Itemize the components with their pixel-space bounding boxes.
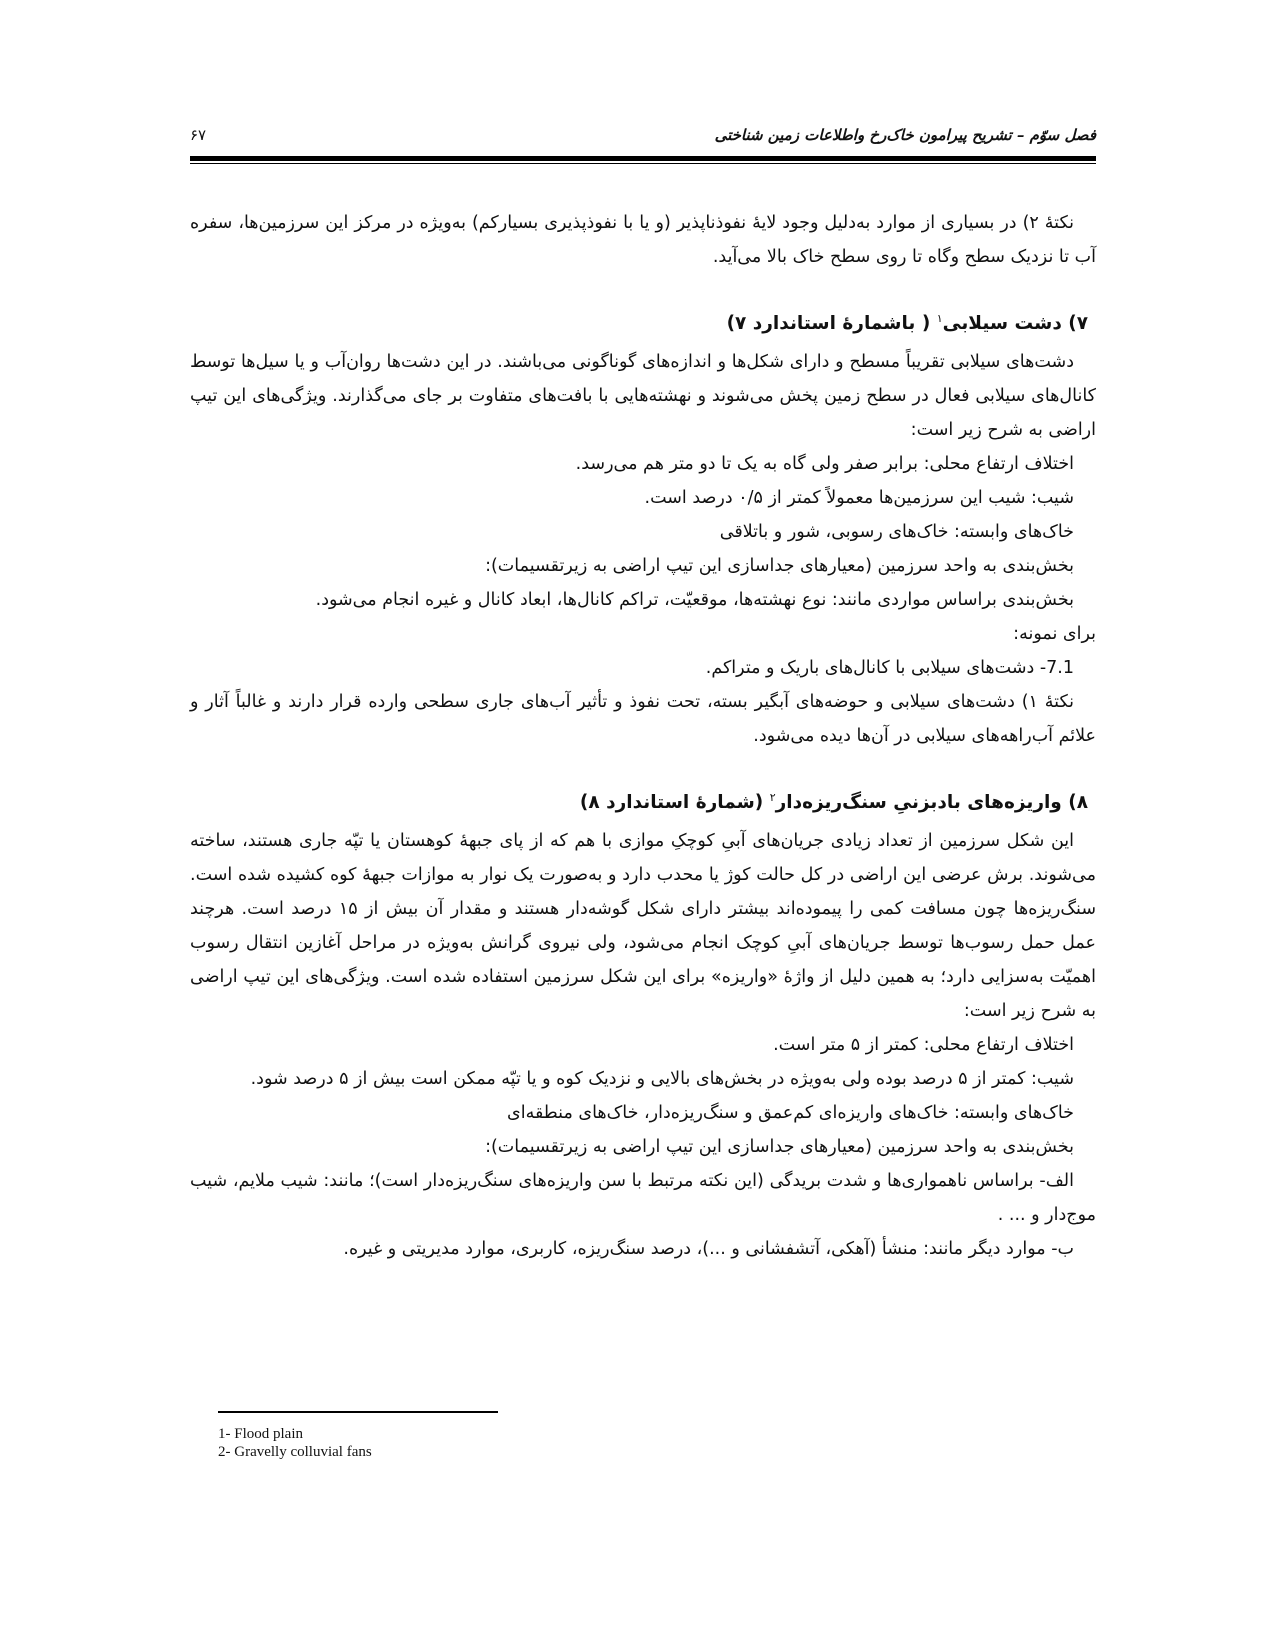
section-7-intro: دشت‌های سیلابی تقریباً مسطح و دارای شکل‌ها و اندازه‌های گوناگونی می‌باشند. در این دشت‌ها روان‌آب و یا سیل‌ها توسط کانال‌های سیلابی فعال در سطح زمین پخش می‌شوند و نهشته‌هایی با بافت‌های متفاوت بر جای می‌گذارند. ویژگی‌های این تیپ اراضی به شرح زیر است: xyxy=(190,352,1096,441)
footnote-ref-2: ۲ xyxy=(769,791,776,805)
header-rule xyxy=(190,156,1096,161)
page-number: ۶۷ xyxy=(190,126,207,144)
section-7-example-label: برای نمونه: xyxy=(1013,624,1096,645)
section-7-standard-number: ( باشمارۀ استاندارد ۷) xyxy=(726,313,937,335)
footnote-2: 2- Gravelly colluvial fans xyxy=(218,1444,372,1460)
section-7-subdivision-basis: بخش‌بندی براساس مواردی مانند: نوع نهشته‌ها، موقعیّت، تراکم کانال‌ها، ابعاد کانال و غیره انجام می‌شود. xyxy=(315,590,1074,611)
section-7-title: ۷) دشت سیلابی xyxy=(942,313,1088,335)
section-7-heading xyxy=(190,302,1096,341)
footnote-separator xyxy=(218,1411,498,1413)
footnotes xyxy=(218,1425,372,1461)
footnote-ref-1: ۱ xyxy=(936,312,943,325)
section-7-soils: خاک‌های وابسته: خاک‌های رسوبی، شور و باتلاقی xyxy=(719,522,1074,543)
section-7-relief: اختلاف ارتفاع محلی: برابر صفر ولی گاه به یک تا دو متر هم می‌رسد. xyxy=(575,454,1074,475)
section-8-slope: شیب: کمتر از ۵ درصد بوده ولی به‌ویژه در بخش‌های بالایی و نزدیک کوه و یا تپّه ممکن است بیش از ۵ درصد شود. xyxy=(250,1069,1074,1090)
section-8-subdivision: بخش‌بندی به واحد سرزمین (معیارهای جداسازی این تیپ اراضی به زیرتقسیمات): xyxy=(485,1137,1074,1158)
section-7-subdivision: بخش‌بندی به واحد سرزمین (معیارهای جداسازی این تیپ اراضی به زیرتقسیمات): xyxy=(485,556,1074,577)
section-8-item-b: ب- موارد دیگر مانند: منشأ (آهکی، آتشفشانی و ...)، درصد سنگ‌ریزه، کاربری، موارد مدیریتی و غیره. xyxy=(343,1239,1074,1260)
section-8-relief: اختلاف ارتفاع محلی: کمتر از ۵ متر است. xyxy=(773,1035,1074,1056)
section-8-soils: خاک‌های وابسته: خاک‌های واریزه‌ای کم‌عمق و سنگ‌ریزه‌دار، خاک‌های منطقه‌ای xyxy=(507,1103,1074,1124)
footnote-1: 1- Flood plain xyxy=(218,1426,303,1442)
note-2-paragraph: نکتۀ ۲) در بسیاری از موارد به‌دلیل وجود لایۀ نفوذناپذیر (و یا با نفوذپذیری بسیارکم) به‌ویژه در مرکز این سرزمین‌ها، سفره آب تا نزدیک سطح وگاه تا روی سطح خاک بالا می‌آید. xyxy=(190,213,1096,267)
section-7-note-1: نکتۀ ۱) دشت‌های سیلابی و حوضه‌های آبگیر بسته، تحت نفوذ و تأثیر آب‌های جاری سطحی وارده قرار دارند و غالباً آثار و علائم آب‌راهه‌های سیلابی در آن‌ها دیده می‌شود. xyxy=(190,692,1096,747)
chapter-title: فصل سوّم – تشریح پیرامون خاک‌رخ واطلاعات زمین شناختی xyxy=(714,126,1096,144)
main-text xyxy=(190,206,1096,1266)
section-8-intro: این شکل سرزمین از تعداد زیادی جریان‌های آبیِ کوچکِ موازی با هم که از پای جبهۀ کوهستان یا تپّه جاری هستند، ساخته می‌شوند. برش عرضی این اراضی در کل حالت کوژ یا محدب دارد و به‌صورت یک نوار به موازات جبهۀ کوه کشیده شده است. سنگ‌ریزه‌ها چون مسافت کمی را پیموده‌اند بیشتر دارای شکل گوشه‌دار هستند و مقدار آن بیش از ۱۵ درصد است. هرچند عمل حمل رسوب‌ها توسط جریان‌های آبیِ کوچک انجام می‌شود، ولی نیروی گرانش به‌ویژه در مراحل آغازین انتقال رسوب اهمیّت به‌سزایی دارد؛ به همین دلیل از واژۀ «واریزه» برای این شکل سرزمین استفاده شده است. ویژگی‌های این تیپ اراضی به شرح زیر است: xyxy=(190,831,1096,1022)
section-8-title: ۸) واریزه‌های بادبزنیِ سنگ‌ریزه‌دار xyxy=(775,792,1088,814)
section-7-slope: شیب: شیب این سرزمین‌ها معمولاً کمتر از ۰/۵ درصد است. xyxy=(644,488,1074,509)
header-rule-thin xyxy=(190,163,1096,164)
section-7-example-item: 7.1- دشت‌های سیلابی با کانال‌های باریک و متراکم. xyxy=(705,658,1074,679)
section-8-heading xyxy=(190,781,1096,820)
section-8-item-a: الف- براساس ناهمواری‌ها و شدت بریدگی (این نکته مرتبط با سن واریزه‌های سنگ‌ریزه‌دار است)؛ مانند: شیب ملایم، شیب موج‌دار و ... . xyxy=(190,1171,1096,1226)
running-header xyxy=(190,122,1096,152)
section-8-standard-number: (شمارۀ استاندارد ۸) xyxy=(579,792,770,814)
